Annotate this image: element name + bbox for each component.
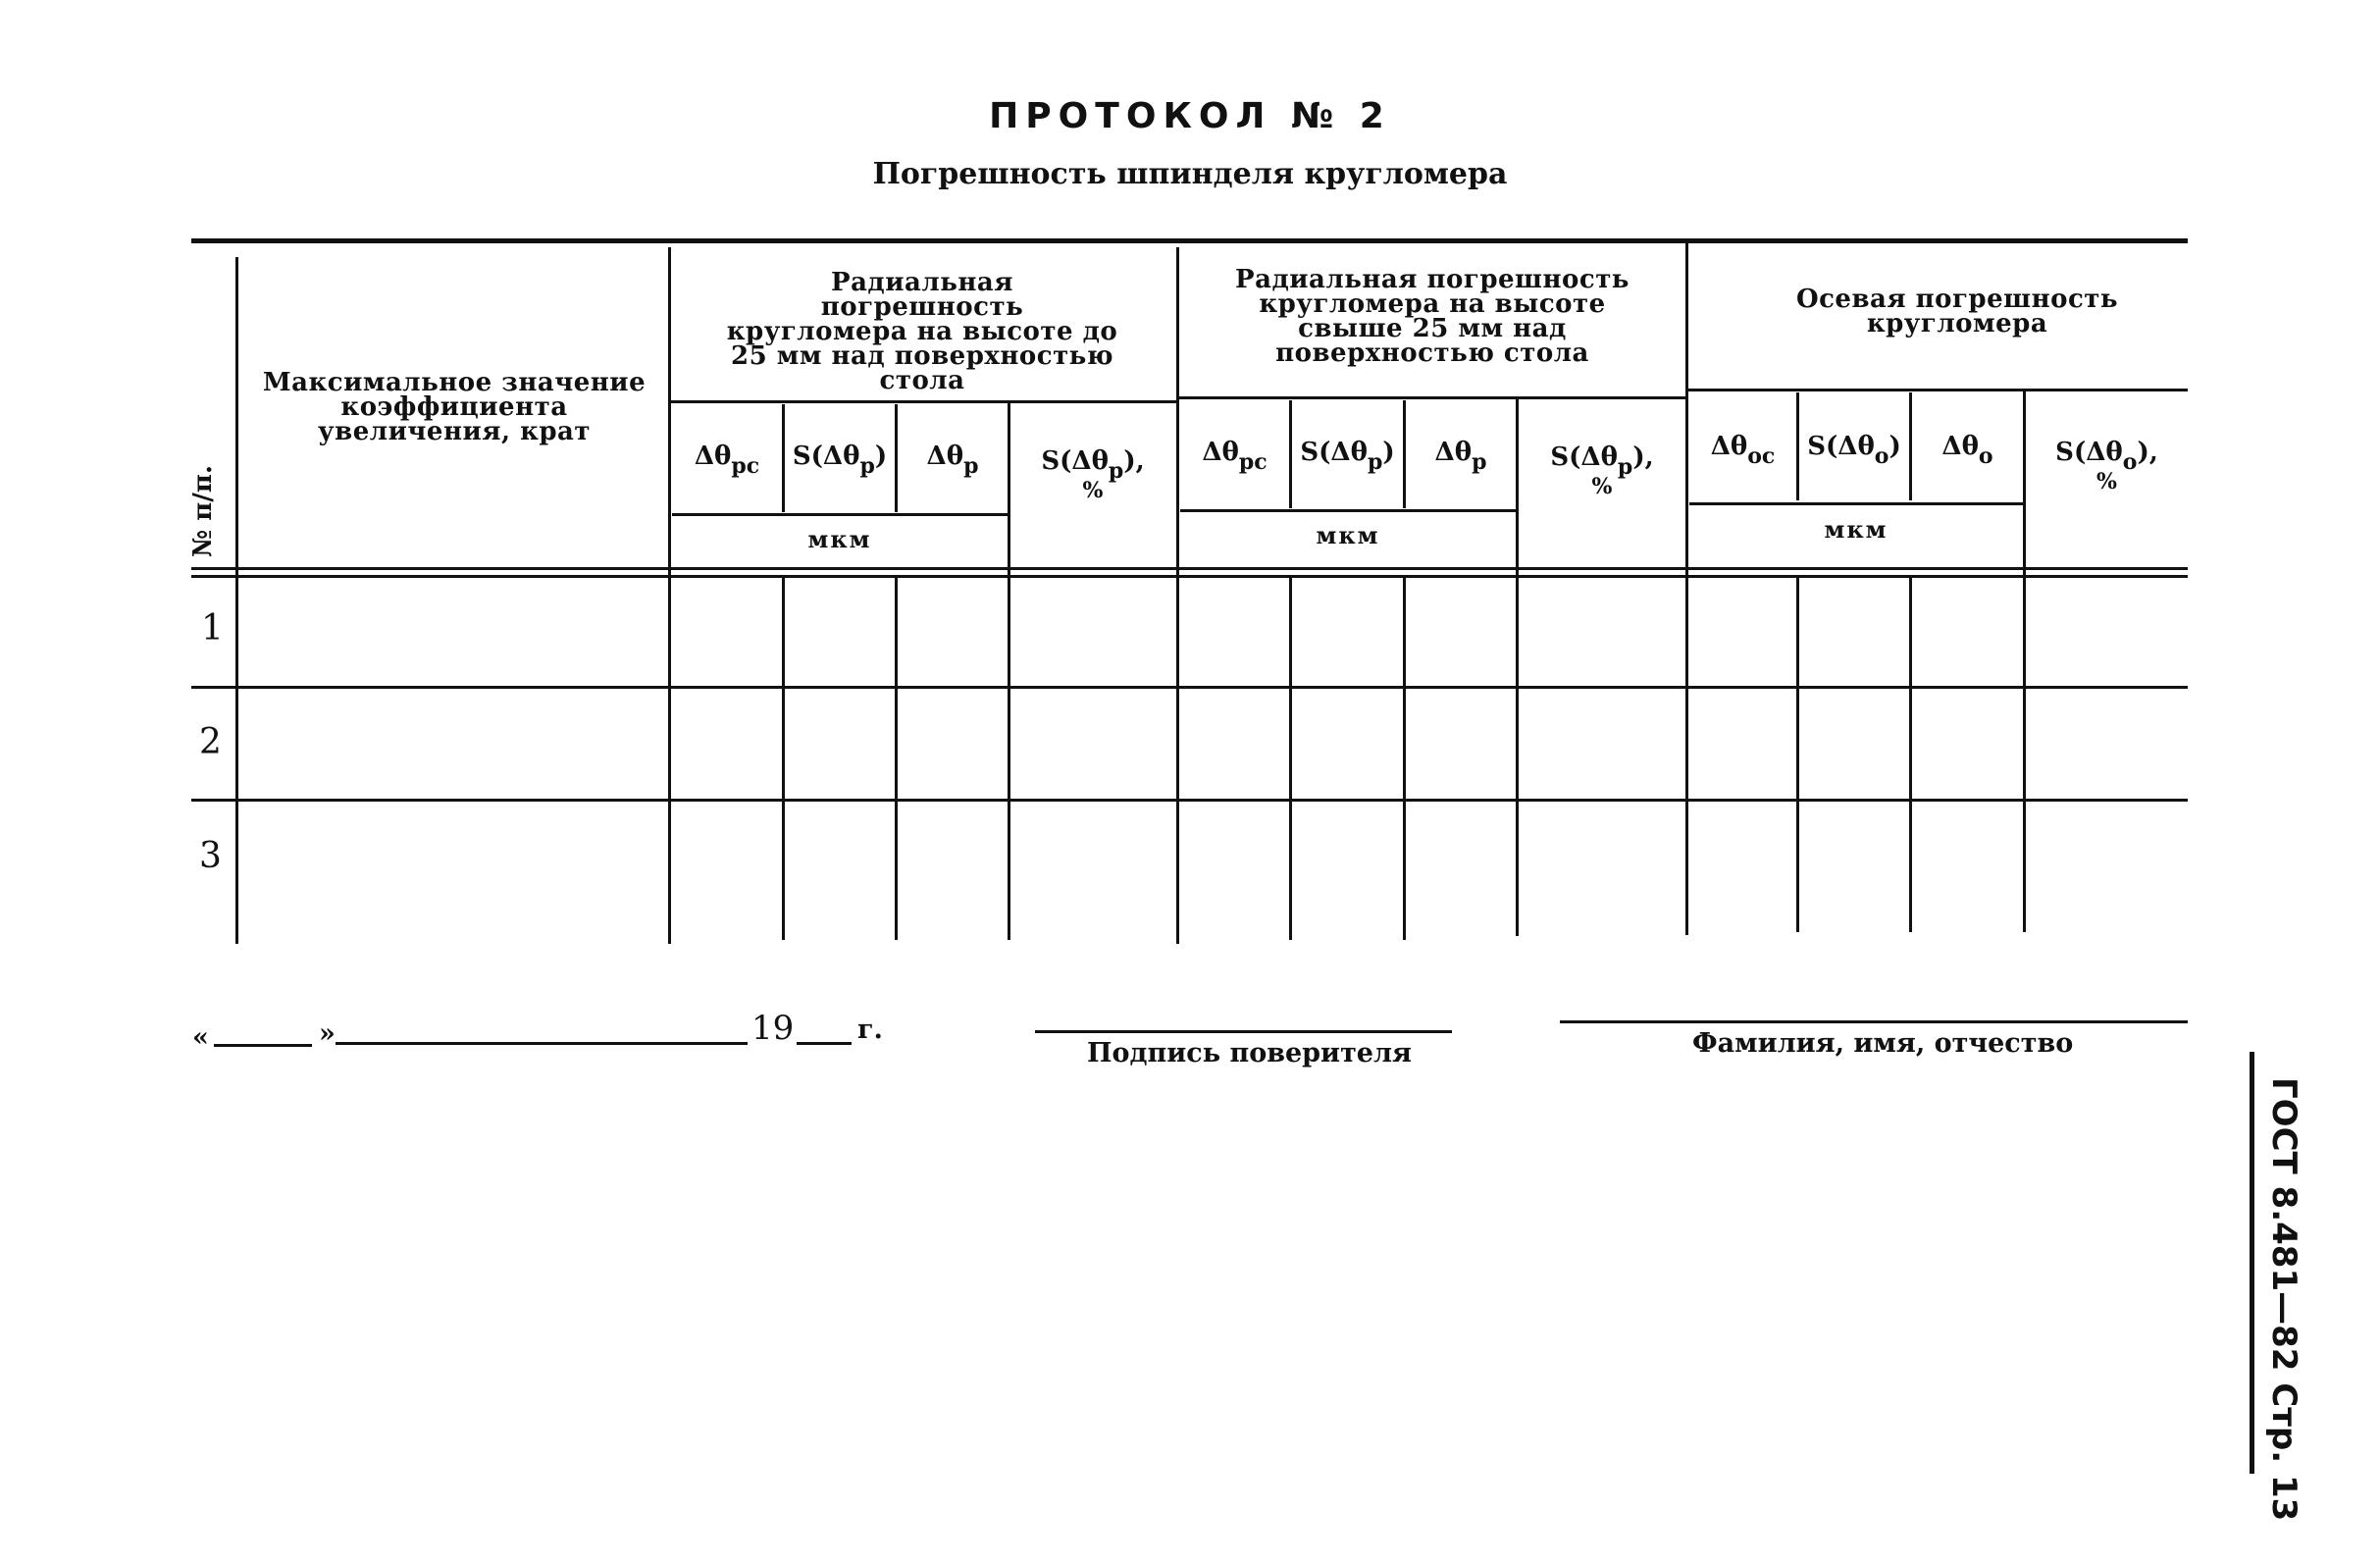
group-divider [1178,396,1685,399]
group1-title: Радиальная погрешность кругломера на высоте до 25 мм над поверхностью стола [726,268,1118,395]
standard-page-label: ГОСТ 8.481—82 Стр. 13 [2264,1077,2303,1522]
unit-divider [1689,502,2023,505]
symbol-delta-theta-o: $\Delta\theta_о$ [1941,432,1993,469]
unit-divider [672,513,1008,516]
row-number: 2 [199,722,222,762]
group-divider [670,400,1176,403]
col-divider [235,257,238,944]
symbol-delta-theta-r: $\Delta\theta_р$ [1434,438,1487,475]
col-divider [782,577,785,940]
date-year-blank [797,1042,852,1045]
col-divider [1403,577,1406,940]
group-divider [1687,389,2188,391]
document-subtitle: Погрешность шпинделя кругломера [872,157,1508,191]
col-divider [668,247,671,944]
name-line [1560,1020,2188,1023]
signature-line [1035,1030,1452,1033]
date-quote-close: » [319,1018,336,1049]
col-divider [895,577,898,940]
group2-title: Радиальная погрешность кругломера на высоте свыше 25 мм над поверхностью стола [1235,265,1630,368]
name-label: Фамилия, имя, отчество [1692,1028,2074,1059]
unit-label: мкм [1316,521,1380,549]
symbol-delta-theta-rc: $\Delta\theta_{рс}$ [694,442,760,479]
unit-divider [1180,509,1516,512]
signature-label: Подпись поверителя [1087,1038,1412,1068]
table-top-border [191,238,2188,243]
date-month-blank [336,1042,748,1045]
symbol-delta-theta-oc: $\Delta\theta_{ос}$ [1710,432,1776,469]
symbol-s-delta-theta-o-pct: $S(\Delta\theta_о)$, % [2055,438,2158,495]
side-rule [2250,1052,2254,1474]
symbol-s-delta-theta-r-pct: $S(\Delta\theta_р)$, % [1550,443,1654,499]
col-divider [1289,577,1292,940]
col-divider [1909,577,1912,932]
col-divider [1176,247,1179,944]
unit-label: мкм [1824,515,1888,544]
symbol-delta-theta-r: $\Delta\theta_р$ [926,442,979,479]
col-max-header: Максимальное значение коэффициента увеличения, крат [262,368,647,446]
date-year-prefix: 19 [751,1009,795,1048]
symbol-s-delta-theta-o: $S(\Delta\theta_о)$ [1807,432,1901,469]
row-separator [191,799,2188,802]
header-bottom-border-2 [191,575,2188,578]
group3-title: Осевая погрешность кругломера [1795,285,2119,338]
row-number: 1 [201,608,224,649]
symbol-delta-theta-rc: $\Delta\theta_{рс}$ [1202,438,1268,475]
symbol-s-delta-theta-r-pct: $S(\Delta\theta_р)$, % [1041,446,1145,503]
unit-label: мкм [807,525,872,553]
col-divider [1796,577,1799,932]
col-divider [1685,238,1688,935]
document-title: ПРОТОКОЛ № 2 [989,96,1391,136]
date-quote-open: « [192,1022,209,1053]
symbol-s-delta-theta-r: $S(\Delta\theta_р)$ [1300,438,1395,475]
row-separator [191,686,2188,689]
header-bottom-border [191,567,2188,570]
date-year-suffix: г. [857,1015,883,1045]
row-number: 3 [199,836,222,876]
symbol-s-delta-theta-r: $S(\Delta\theta_р)$ [792,442,888,479]
date-day-blank [214,1044,312,1047]
num-header: № п/п. [188,465,218,557]
